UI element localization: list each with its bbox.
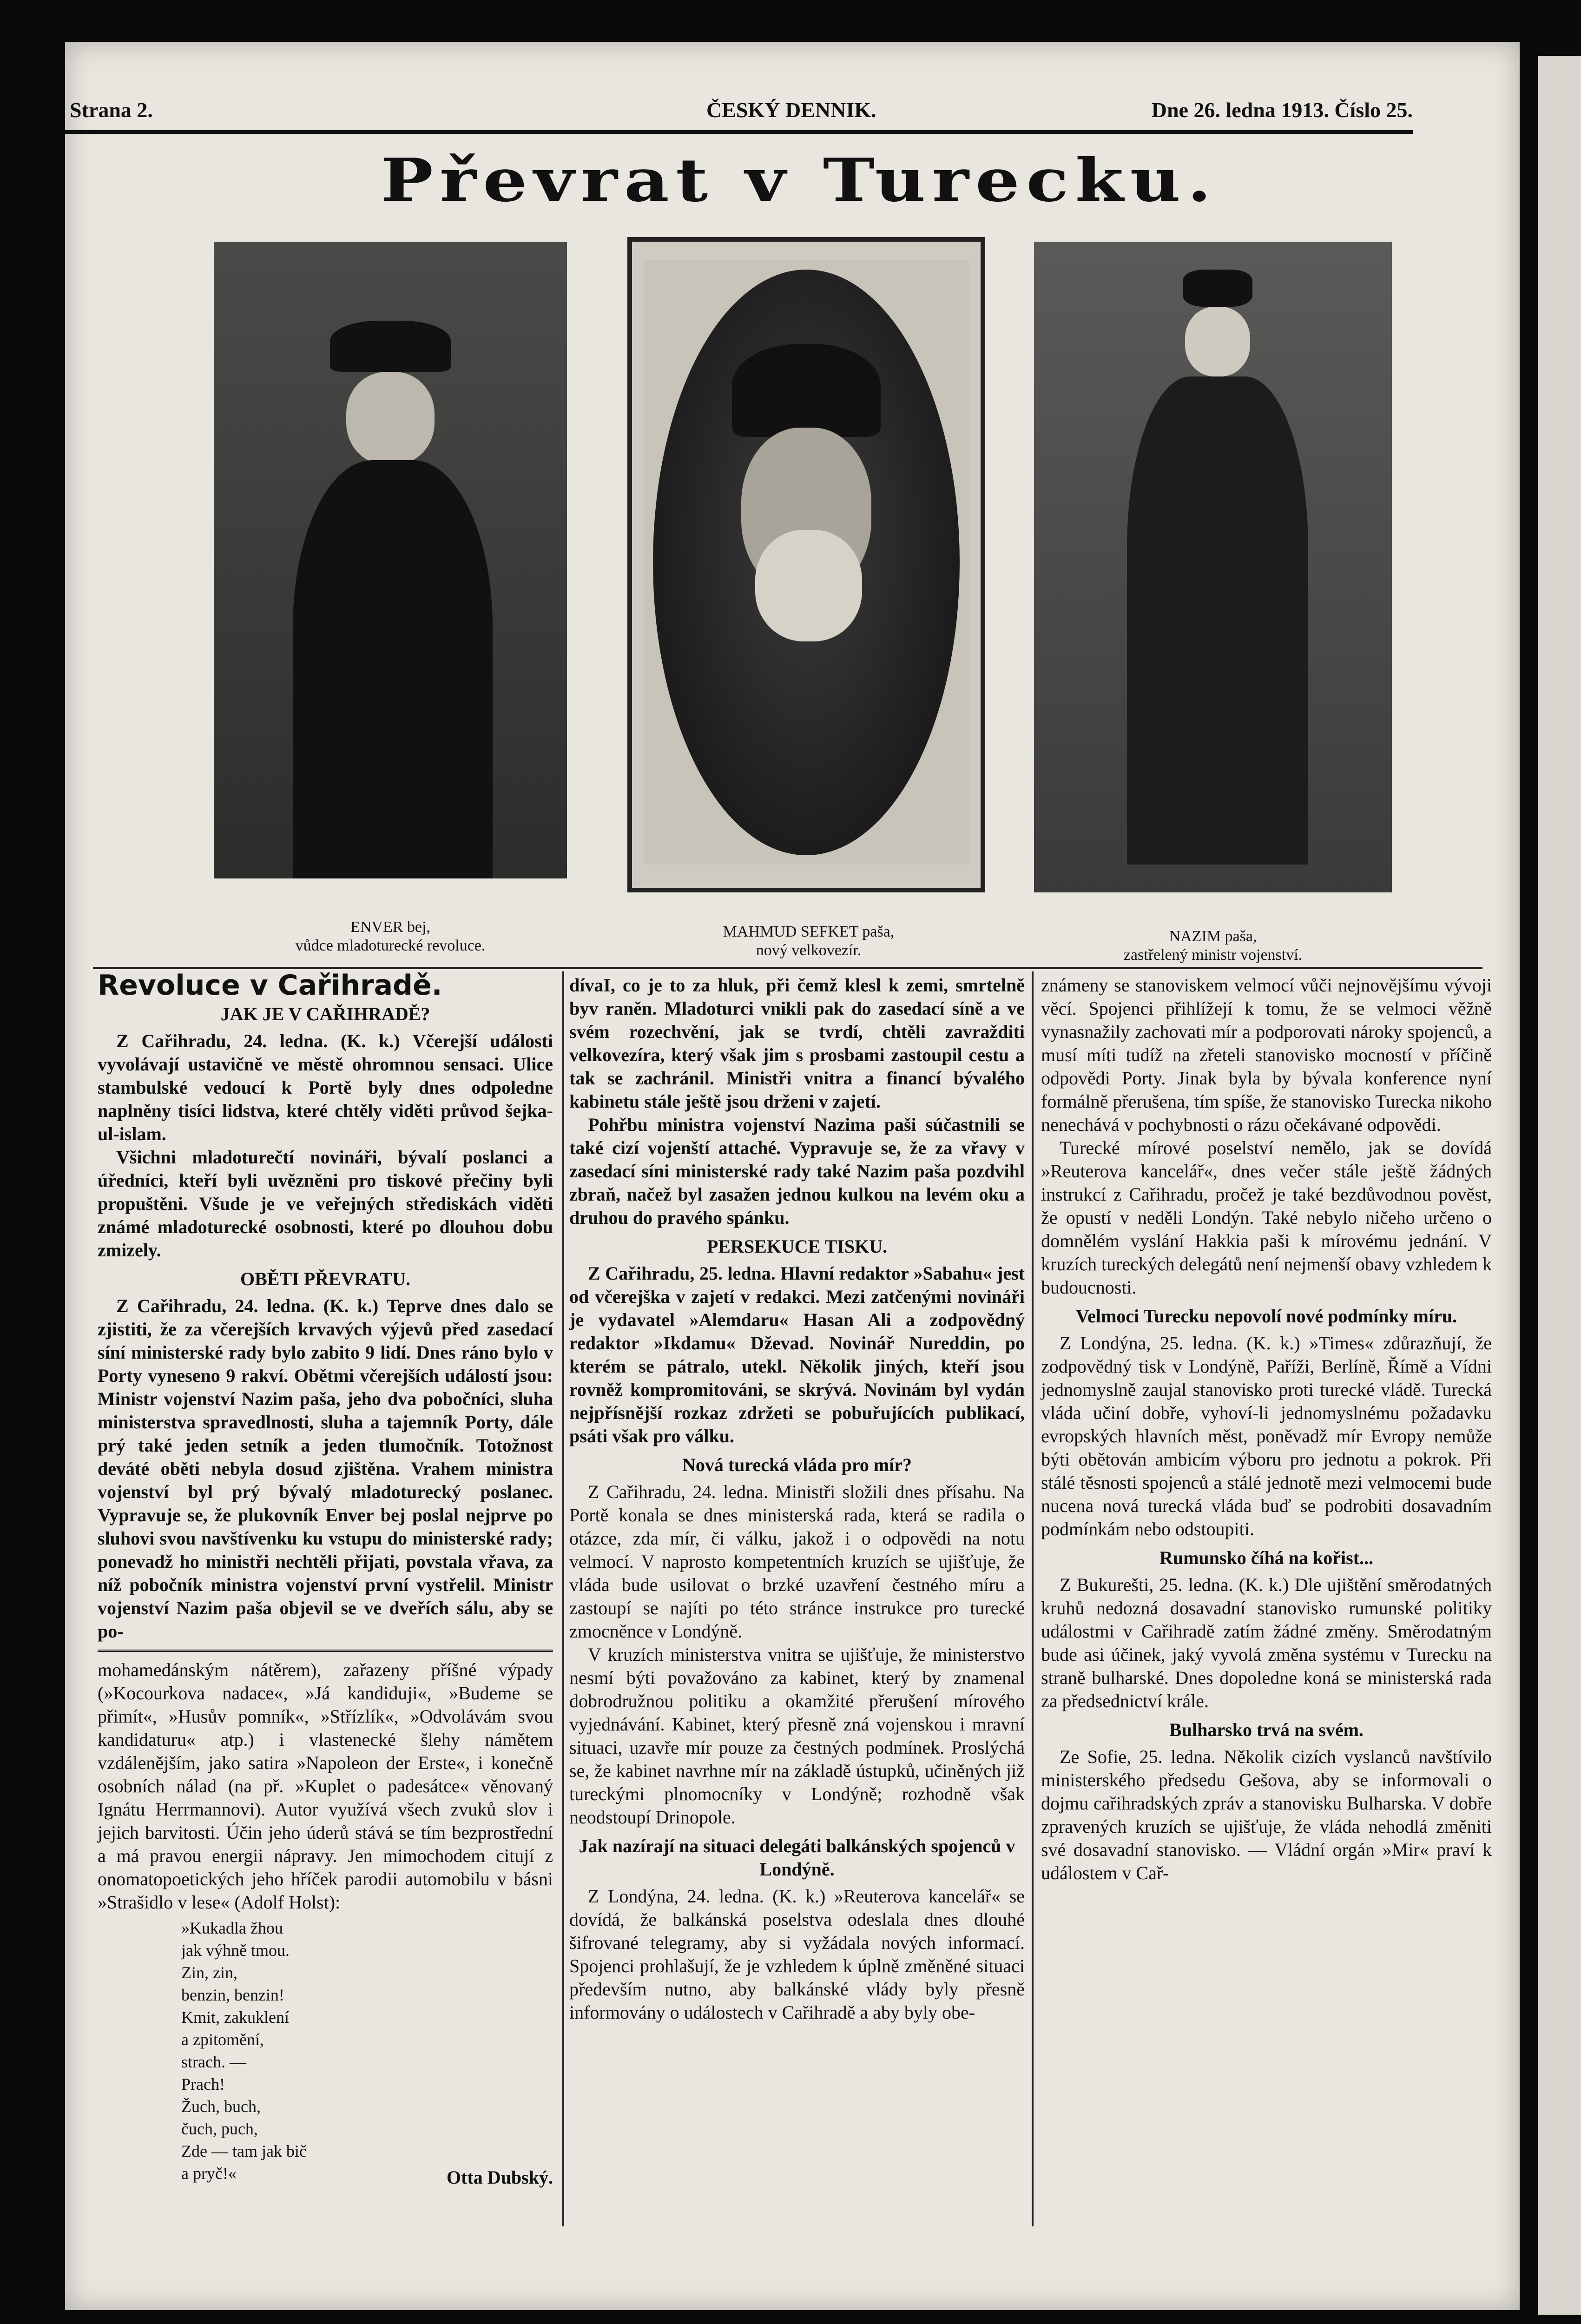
subhead: JAK JE V CAŘIHRADĚ? [220,1004,430,1024]
paragraph: Z Cařihradu, 24. ledna. Ministři složili dnes přísahu. Na Portě konala se dnes ministerská rada, která se radila o otázce, zda mír, či válku, jakož i o odpovědi na notu velmocí. V naprosto kompetentních kruzích se ujišťuje, že vláda bude usilovat o brzké uzavření čestného míru a zastoupí se najíti po této stránce instrukce pro turecké zmocněnce v Londýně. [569,1481,1025,1642]
paragraph: Z Londýna, 25. ledna. (K. k.) »Times« zdůrazňují, že zodpovědný tisk v Londýně, Paříži, Berlíně, Římě a Vídni jednomyslně zaujal stanovisko proti turecké vládě. Turecká vláda učiní dobře, vyhoví-li jednomyslnému požadavku evropských hlavních měst, poněvadž mír Evropy nemůže býti obětován ambicím výboru pro jednotu a pokrok. Při stálé těsnosti spojenců a stálé jednotě mezi velmocemi bude nucena nová turecká vláda buď se podrobiti dosavadním podmínkám nebo odstoupiti. [1041,1333,1492,1539]
photo-nazim-pasa [1034,242,1392,892]
paragraph: V kruzích ministerstva vnitra se ujišťuje, že ministerstvo nesmí býti považováno za kabinet, který by znamenal dobrodružnou politiku a okamžité přerušení mírového vyjednávání. Kabinet, který přesně zná vojenskou i mravní situaci, uzavře mír pouze za čestných podmínek. Proslýchá se, že kabinet navrhne mír na základě ústupků, učiněných již tureckými plnomocníky v Londýně; rozhodně však neodstoupí Drinopole. [569,1644,1025,1828]
caption-enver [223,918,558,955]
caption-nazim [1034,927,1392,964]
page-headline: Převrat v Turecku. [381,145,1218,215]
poem-line: a zpitomění, [181,2030,264,2049]
poem-line: jak výhně tmou. [181,1941,290,1960]
page-header [65,84,1413,134]
paragraph: Z Bukurešti, 25. ledna. (K. k.) Dle ujištění směrodatných kruhů nedozná dosavadní stanovisko rumunské politiky událostmi v Cařihradě zatím žádné změny. Směrodatným bude asi účinek, jaký vyvolá změna systému v Turecku na straně bulharské. Dnes dopoledne koná se ministerská rada za předsednictví krále. [1041,1574,1492,1711]
column-rule [1032,971,1034,2226]
paragraph: Ze Sofie, 25. ledna. Několik cizích vyslanců navštívilo ministerského předsedu Gešova, aby se informovali o dojmu cařihradských zpráv a stanovisku Bulharska. V dobře zpravených kruzích se ujišťuje, že vláda nehodlá změniti své dosavadní stanovisko. — Vládní orgán »Mir« praví k událostem v Cař- [1041,1746,1492,1883]
fez-shape [732,344,881,437]
subhead: Jak nazírají na situaci delegáti balkánských spojenců v Londýně. [579,1835,1015,1880]
paragraph: Z Cařihradu, 25. ledna. Hlavní redaktor »Sabahu« jest od včerejška v zajetí v redakci. Mezi zatčenými novináři je vydavatel »Alemdaru« Hasan Ali a zodpovědný redaktor »Ikdamu« Dževad. Novinář Nureddin, po kterém se pátralo, utekl. Několik jiných, kteří jsou rovněž kompromitováni, se skrývá. Novinám byl vydán nejpřísnější rozkaz zdržeti se pobuřujících publikací, psáti však pro válku. [569,1263,1025,1446]
paragraph: dívaI, co je to za hluk, při čemž klesl k zemi, smrtelně byv raněn. Mladoturci vnikli pak do zasedací síně a ve svém rozechvění, jak se tvrdí, chtěli zavražditi velkovezíra, který však jim s prosbami zastoupil cestu a tak se zachránil. Ministři vnitra a financí bývalého kabinetu stále ještě jsou drženi v zajetí. [569,975,1025,1112]
subhead: Bulharsko trvá na svém. [1169,1719,1364,1740]
poem [181,1917,553,2185]
poem-line: Prach! [181,2075,225,2093]
paragraph: známeny se stanoviskem velmocí vůči nejnovějšímu vývoji věcí. Spojenci přihlížejí k tomu, že se velmoci věžně vynasnažily zachovati mír a podporovati nároky spojenců, a musí míti tudíž na zřeteli stanovisko mocností v příčině odpovědi Porty. Jinak byla by bývala konference nyní formálně přerušena, tím spíše, že stanovisko Turecka nikoho nenechává v pochybnosti o rázu očekávané odpovědi. [1041,975,1492,1135]
oval-portrait [653,270,960,855]
caption-name: ENVER bej, [350,918,430,936]
caption-name: NAZIM paša, [1169,928,1257,945]
adjacent-page-edge [1538,56,1581,2315]
page-number: Strana 2. [70,98,153,122]
subhead: OBĚTI PŘEVRATU. [240,1268,410,1289]
paragraph: Z Cařihradu, 24. ledna. (K. k.) Teprve dnes dalo se zjistiti, že za včerejších krvavých výjevů před zasedací síní ministerské rady bylo zabito 9 lidí. Dnes ráno bylo v Porty vyneseno 9 rakví. Obětmi včerejších událostí jsou: Ministr vojenství Nazim paša, jeho dva pobočníci, sluha ministerstva spravedlnosti, sluha a tajemník Porty, dále prý také jeden setník a jeden tlumočník. Totožnost deváté oběti nebyla dosud zjištěna. Vrahem ministra vojenství byl prý bývalý mladoturecký poslanec. Vypravuje se, že plukovník Enver bej poslal nejprve po sluhovi svou navštívenku ku vstupu do ministerské rady; ponevadž ho ministři nechtěli přijati, povstala vřava, za níž pobočník ministra vojenství první vystřelil. Ministr vojenství Nazim paša objevil se ve dveřích sálu, aby se po- [98,1295,553,1642]
paragraph: Všichni mladoturečtí novináři, bývalí poslanci a úředníci, kteří byli uvězněni pro tiskové přečiny byli propuštěni. Všude je ve veřejných střediskách viděti známé mladoturecké osobnosti, které po dlouhou dobu zmizely. [98,1147,553,1261]
fez-shape [1183,270,1252,307]
photo-mahmud-sefket [644,260,969,865]
subhead: Velmoci Turecku nepovolí nové podmínky míru. [1075,1306,1457,1327]
photo-enver-bej [214,242,567,878]
column-2 [569,974,1025,2024]
paragraph: Pohřbu ministra vojenství Nazima paši súčastnili se také cizí vojenští attaché. Vypravuje se, že za vřavy v zasedací síni ministerské rady také Nazim paša pozdvihl zbraň, načež byl zasažen jednou kulkou na levém oku a druhou do pravého spánku. [569,1114,1025,1228]
face-shape [346,372,435,465]
poem-line: Zin, zin, [181,1963,237,1982]
issue-date: Dne 26. ledna 1913. Číslo 25. [1151,98,1413,122]
poem-line: »Kukadla žhou [181,1919,283,1937]
poem-line: Žuch, buch, [181,2097,261,2116]
subhead: Nová turecká vláda pro mír? [682,1454,912,1475]
column-1 [98,969,553,2189]
caption-desc: nový velkovezír. [756,942,862,959]
poem-line: strach. — [181,2053,246,2071]
poem-line: benzin, benzin! [181,1986,284,2004]
poem-line: čuch, puch, [181,2119,258,2138]
uniform-shape [1127,376,1308,865]
paragraph: Z Londýna, 24. ledna. (K. k.) »Reuterova kancelář« se dovídá, že balkánská poselstva odeslala dnes dlouhé šifrované telegramy, aby si vyžádala nových informací. Spojenci prohlašují, že je vzhledem k úplně změněné situaci především nutno, aby balkánské vlády byly přesně informovány o událostech v Cařihradě a aby byly obe- [569,1886,1025,2023]
caption-desc: vůdce mladoturecké revoluce. [295,937,486,954]
subhead: Rumunsko číhá na kořist... [1159,1547,1374,1568]
beard-shape [755,530,862,641]
poem-line: a pryč!« [181,2164,237,2183]
article-title: Revoluce v Cařihradě. [98,969,442,1002]
feuilleton-rule [98,1650,553,1656]
uniform-shape [293,460,493,878]
column-rule [562,971,564,2226]
paragraph: Z Cařihradu, 24. ledna. (K. k.) Včerejší události vyvolávají ustavičně ve městě ohromnou sensaci. Ulice stambulské vedoucí k Portě byly dnes odpoledne naplněny tisíci lidstva, které chtěly viděti průvod šejka-ul-islam. [98,1030,553,1144]
caption-desc: zastřelený ministr vojenství. [1123,946,1303,964]
caption-mahmud [632,923,985,960]
subhead: PERSEKUCE TISKU. [706,1236,888,1257]
column-3 [1041,974,1492,1885]
newspaper-name: ČESKÝ DENNIK. [706,98,876,122]
paragraph: Turecké mírové poselství nemělo, jak se dovídá »Reuterova kancelář«, dnes večer stále ještě žádných instrukcí z Cařihradu, pročež je také bezdůvodnou pověst, že opustí v neděli Londýn. Také nebylo ničeho určeno o domnělém vyslání Hakkia paši k mírovému jednání. V kruzích tureckých delegátů není nejmenší obavy vzhledem k budoucnosti. [1041,1137,1492,1298]
feuilleton-text: mohamedánským nátěrem), zařazeny příšné výpady (»Kocourkova nadace«, »Já kandiduji«, »Budeme se přimít«, »Husův pomník«, »Střízlík«, »Odvolávám svou kandidaturu« atp.) i vlastenecké šlehy námětem vzdálenějším, jako satira »Napoleon der Erste«, i konečně osobních nálad (na př. »Kuplet o padesátce« věnovaný Ignátu Herrmannovi). Autor využívá všech zvuků slov i jejich barvitosti. Účin jeho úderů stává se tím bezprostřední a má pravou energii nápravy. Jen mimochodem citují z onomatopoetických jeho hříček parodii automobilu v básni »Strašidlo v lese« (Adolf Holst): [98,1659,553,1913]
caption-name: MAHMUD SEFKET paša, [723,923,895,940]
poem-line: Kmit, zakuklení [181,2008,289,2027]
signature: Otta Dubský. [447,2167,553,2188]
poem-line: Zde — tam jak bič [181,2142,307,2160]
face-shape [1185,307,1250,376]
fez-shape [330,321,451,372]
